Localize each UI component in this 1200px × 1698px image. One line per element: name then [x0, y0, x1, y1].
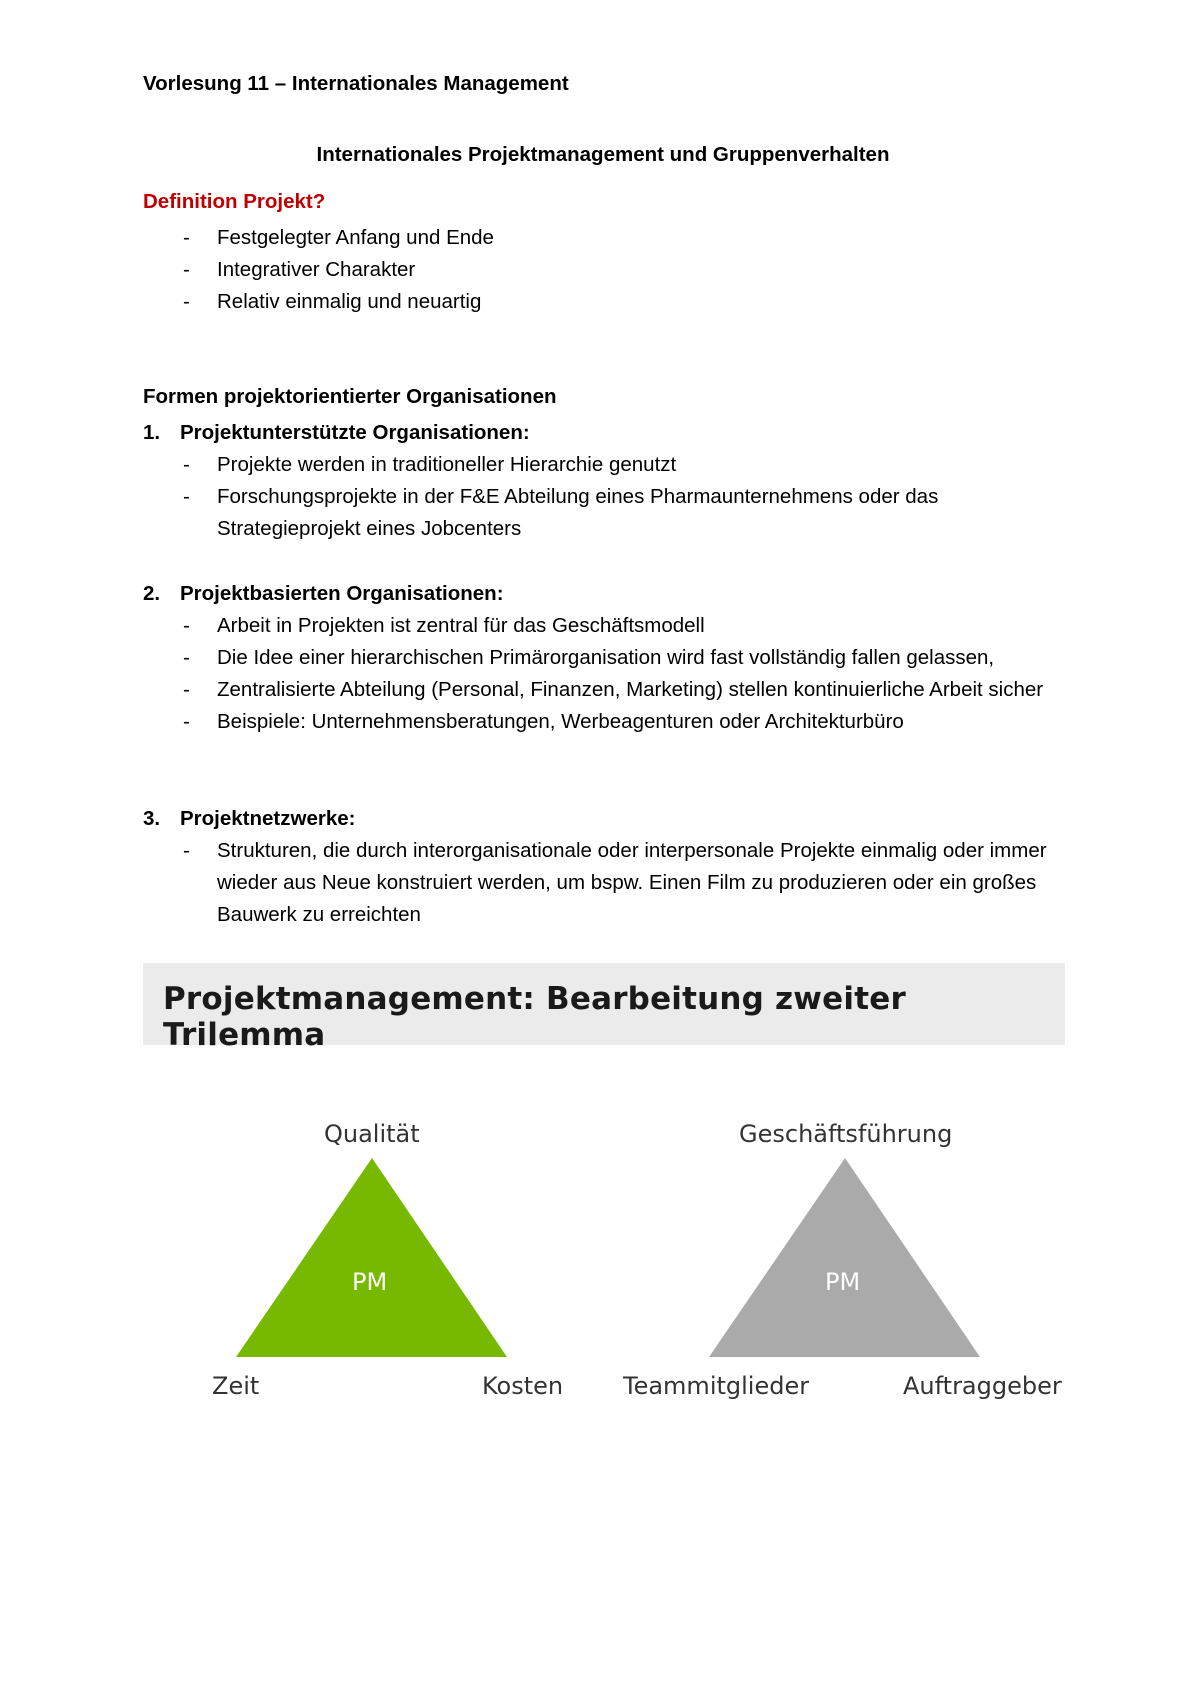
right-triangle-center: PM	[825, 1268, 861, 1296]
definition-item: - Integrativer Charakter	[143, 254, 1073, 286]
definition-item: - Relativ einmalig und neuartig	[143, 286, 1073, 318]
section-item: - Forschungsprojekte in der F&E Abteilung eines Pharmaunternehmens oder das Strategieprojekt eines Jobcenters	[143, 481, 1073, 545]
section-title: Projektnetzwerke:	[180, 807, 356, 830]
section-item: - Arbeit in Projekten ist zentral für das Geschäftsmodell	[143, 610, 1073, 642]
quality-triangle	[236, 1158, 507, 1357]
section-item: - Die Idee einer hierarchischen Primärorganisation wird fast vollständig fallen gelassen,	[143, 642, 1073, 674]
label-time: Zeit	[212, 1372, 260, 1400]
label-team-members: Teammitglieder	[623, 1372, 810, 1400]
section-title: Projektbasierten Organisationen:	[180, 582, 504, 605]
definition-list	[143, 222, 1073, 318]
section-number: 3.	[143, 807, 161, 830]
definition-heading: Definition Projekt?	[143, 190, 326, 213]
section-item: - Zentralisierte Abteilung (Personal, Finanzen, Marketing) stellen kontinuierliche Arbeit sicher	[143, 674, 1073, 706]
section-number: 2.	[143, 582, 161, 605]
label-quality: Qualität	[324, 1120, 420, 1148]
trilemma-diagram	[0, 1100, 1200, 1420]
label-client: Auftraggeber	[903, 1372, 1062, 1400]
section-list	[143, 835, 1073, 931]
section-2	[143, 578, 1073, 738]
lecture-header: Vorlesung 11 – Internationales Management	[143, 72, 569, 95]
section-list	[143, 449, 1073, 545]
management-triangle	[709, 1158, 980, 1357]
section-title: Projektunterstützte Organisationen:	[180, 421, 530, 444]
left-triangle-center: PM	[352, 1268, 388, 1296]
slide-title-banner	[143, 963, 1065, 1053]
section-number: 1.	[143, 421, 161, 444]
label-cost: Kosten	[482, 1372, 564, 1400]
forms-heading: Formen projektorientierter Organisationen	[143, 385, 557, 408]
section-1	[143, 417, 1073, 545]
label-management: Geschäftsführung	[739, 1120, 953, 1148]
section-list	[143, 610, 1073, 738]
slide-title: Projektmanagement: Bearbeitung zweiter Trilemma	[163, 981, 906, 1053]
section-3	[143, 803, 1073, 931]
section-item: - Projekte werden in traditioneller Hierarchie genutzt	[143, 449, 1073, 481]
section-item: - Strukturen, die durch interorganisationale oder interpersonale Projekte einmalig oder immer wieder aus Neue konstruiert werden, um bspw. Einen Film zu produzieren oder ein großes Bauwerk zu erreichten	[143, 835, 1073, 931]
definition-item: - Festgelegter Anfang und Ende	[143, 222, 1073, 254]
section-item: - Beispiele: Unternehmensberatungen, Werbeagenturen oder Architekturbüro	[143, 706, 1073, 738]
document-subtitle: Internationales Projektmanagement und Gruppenverhalten	[316, 143, 890, 166]
